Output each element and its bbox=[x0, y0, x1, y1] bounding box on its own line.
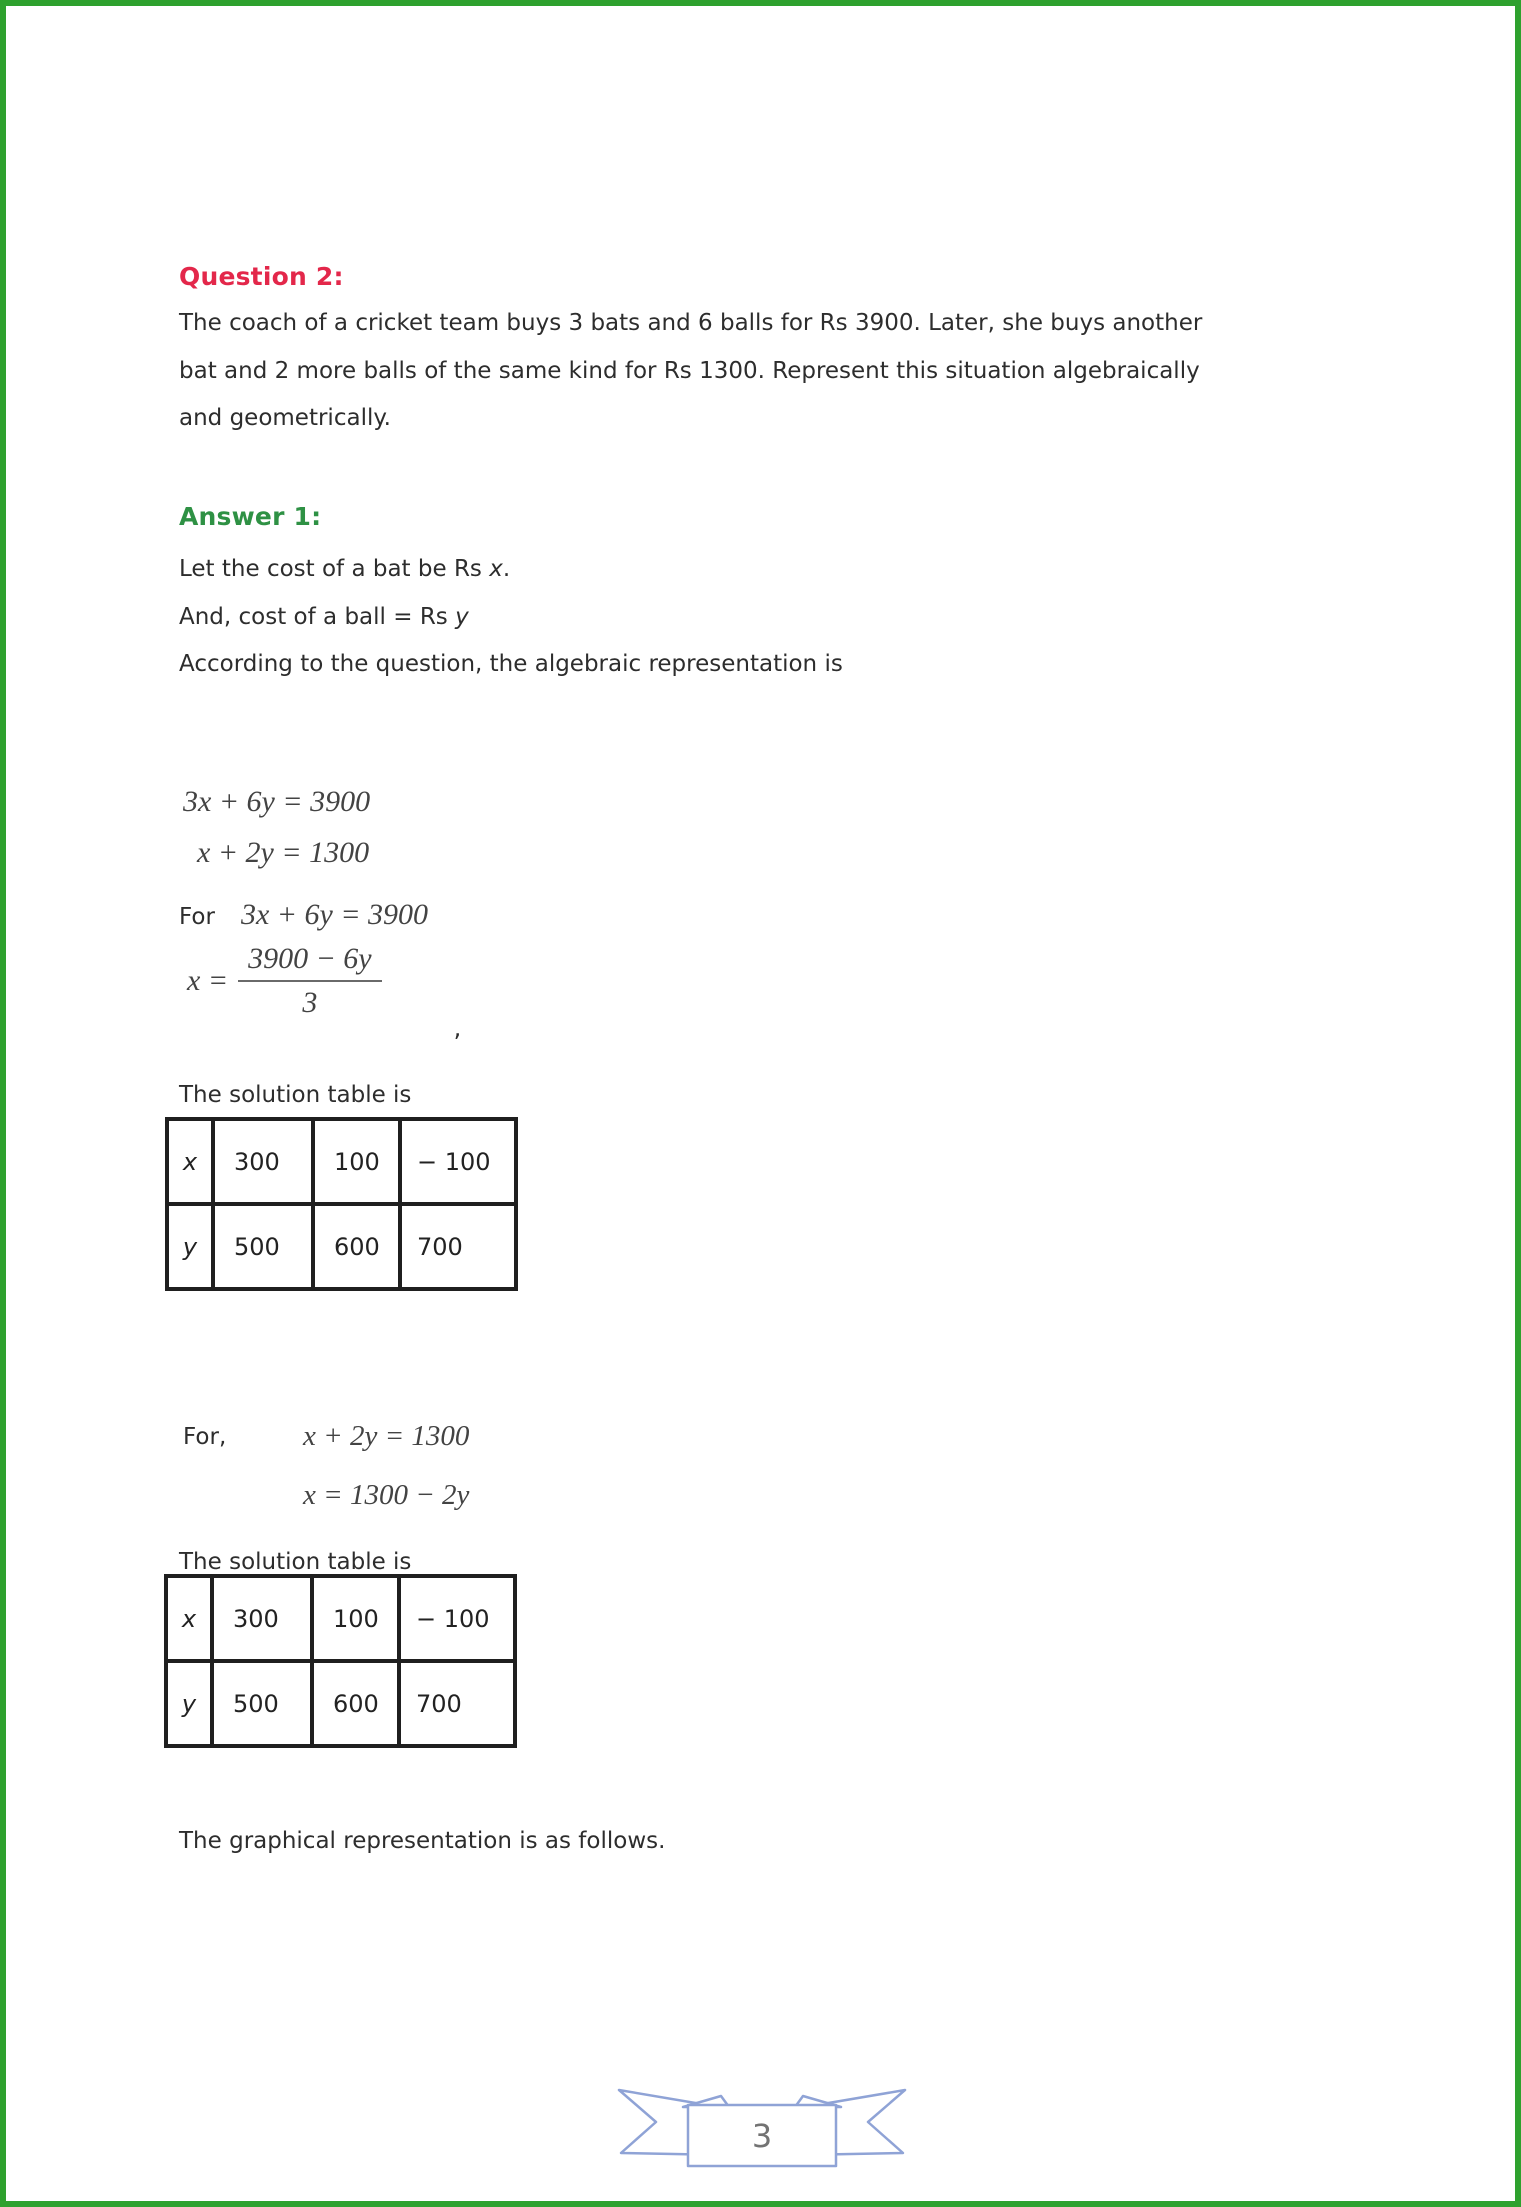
variable-y: y bbox=[455, 603, 469, 630]
for-2-equations bbox=[303, 1420, 469, 1512]
algebraic-equations bbox=[183, 776, 370, 878]
let-line-text: Let the cost of a bat be Rs bbox=[179, 556, 490, 582]
let-line-period: . bbox=[502, 556, 511, 582]
fraction-lhs: x = bbox=[187, 964, 229, 997]
table-cell: 100 bbox=[312, 1576, 399, 1661]
graphical-representation-text: The graphical representation is as follows. bbox=[179, 1828, 666, 1854]
table-header-cell: y bbox=[167, 1204, 213, 1289]
table-cell: 600 bbox=[312, 1661, 399, 1746]
for-block-1 bbox=[179, 898, 428, 932]
table-row-y bbox=[166, 1661, 515, 1746]
fraction-denominator: 3 bbox=[238, 980, 382, 1020]
table-cell: 300 bbox=[213, 1119, 313, 1204]
variable-x: x bbox=[489, 556, 503, 582]
table-cell: 500 bbox=[212, 1661, 312, 1746]
table-row-y bbox=[167, 1204, 516, 1289]
answer-heading: Answer 1: bbox=[179, 502, 322, 531]
for-block-2 bbox=[183, 1420, 469, 1512]
for-equation-1: 3x + 6y = 3900 bbox=[240, 898, 429, 931]
fraction-solution bbox=[187, 942, 461, 1042]
table-row-x bbox=[167, 1119, 516, 1204]
table-cell: 600 bbox=[313, 1204, 400, 1289]
table-cell: 300 bbox=[212, 1576, 312, 1661]
question-text-line: The coach of a cricket team buys 3 bats and 6 balls for Rs 3900. Later, she buys another bbox=[179, 310, 1203, 336]
question-heading: Question 2: bbox=[179, 262, 344, 291]
algebraic-equation-1: 3x + 6y = 3900 bbox=[183, 785, 371, 818]
for-label-2: For, bbox=[183, 1424, 227, 1450]
table-row-x bbox=[166, 1576, 515, 1661]
table-cell: − 100 bbox=[399, 1576, 515, 1661]
table-header-cell: x bbox=[166, 1576, 212, 1661]
answer-let-line bbox=[179, 546, 843, 594]
table-header-cell: y bbox=[166, 1661, 212, 1746]
answer-ball-line bbox=[179, 594, 843, 642]
question-text bbox=[179, 300, 1202, 443]
algebraic-equation-2: x + 2y = 1300 bbox=[197, 836, 370, 869]
table-cell: 100 bbox=[313, 1119, 400, 1204]
fraction bbox=[238, 942, 382, 1020]
page-number-ribbon bbox=[617, 2083, 907, 2170]
solution-table-2 bbox=[164, 1574, 517, 1748]
table-cell: 500 bbox=[213, 1204, 313, 1289]
page-number: 3 bbox=[751, 2117, 773, 2155]
solution-table-intro-1: The solution table is bbox=[179, 1082, 412, 1108]
for-label: For bbox=[179, 904, 215, 930]
table-cell: 700 bbox=[399, 1661, 515, 1746]
answer-according-line: According to the question, the algebraic representation is bbox=[179, 651, 843, 677]
ball-line-text: And, cost of a ball = Rs bbox=[179, 603, 456, 630]
answer-intro bbox=[179, 546, 843, 689]
solution-table-intro-2: The solution table is bbox=[179, 1549, 412, 1575]
for-equation-2a: x + 2y = 1300 bbox=[303, 1420, 470, 1452]
question-text-line: and geometrically. bbox=[179, 405, 391, 431]
table-header-cell: x bbox=[167, 1119, 213, 1204]
fraction-numerator: 3900 − 6y bbox=[248, 942, 372, 975]
table-cell: − 100 bbox=[400, 1119, 516, 1204]
solution-table-1 bbox=[165, 1117, 518, 1291]
question-text-line: bat and 2 more balls of the same kind for Rs 1300. Represent this situation algebraically bbox=[179, 357, 1200, 384]
trailing-comma: , bbox=[453, 1014, 462, 1042]
table-cell: 700 bbox=[400, 1204, 516, 1289]
for-equation-2b: x = 1300 − 2y bbox=[303, 1479, 470, 1511]
